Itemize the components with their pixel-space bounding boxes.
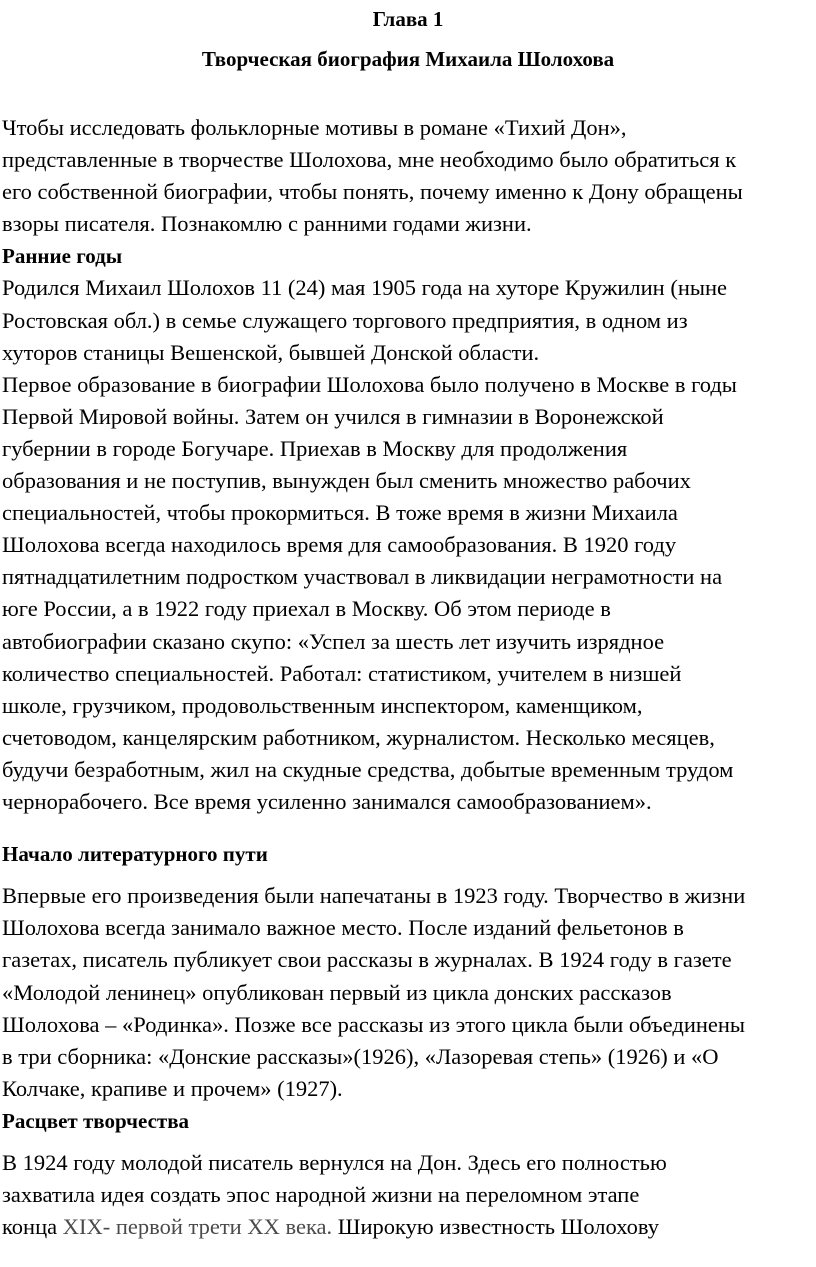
paragraph-line: хуторов станицы Вешенской, бывшей Донской области. xyxy=(2,340,540,365)
paragraph-line: школе, грузчиком, продовольственным инспектором, каменщиком, xyxy=(2,693,643,718)
paragraph-line: Ростовская обл.) в семье служащего торгового предприятия, в одном из xyxy=(2,308,688,333)
paragraph-line: в три сборника: «Донские рассказы»(1926), «Лазоревая степь» (1926) и «О xyxy=(2,1044,719,1069)
section-heading-flourishing: Расцвет творчества xyxy=(2,1109,190,1133)
paragraph-line: Шолохова всегда занимало важное место. После изданий фельетонов в xyxy=(2,915,684,940)
intro-line: Чтобы исследовать фольклорные мотивы в романе «Тихий Дон», xyxy=(2,115,627,140)
paragraph-line: будучи безработным, жил на скудные средства, добытые временным трудом xyxy=(2,757,734,782)
page-title: Творческая биография Михаила Шолохова xyxy=(201,47,615,71)
paragraph-line: автобиографии сказано скупо: «Успел за шесть лет изучить изрядное xyxy=(2,629,665,654)
paragraph-line: захватила идея создать эпос народной жизни на переломном этапе xyxy=(2,1182,640,1207)
intro-line: представленные в творчестве Шолохова, мне необходимо было обратиться к xyxy=(2,147,737,172)
highlighted-text-segment: XIX- первой трети XX века. xyxy=(62,1214,333,1239)
intro-line: его собственной биографии, чтобы понять, почему именно к Дону обращены xyxy=(2,179,743,204)
paragraph-line: Первое образование в биографии Шолохова было получено в Москве в годы xyxy=(2,372,737,397)
paragraph-line: чернорабочего. Все время усиленно занимался самообразованием». xyxy=(2,789,652,814)
paragraph-line: счетоводом, канцелярским работником, журналистом. Несколько месяцев, xyxy=(2,725,715,750)
chapter-heading: Глава 1 xyxy=(372,7,444,31)
intro-line: взоры писателя. Познакомлю с ранними годами жизни. xyxy=(2,211,532,236)
paragraph-line: Родился Михаил Шолохов 11 (24) мая 1905 года на хуторе Кружилин (ныне xyxy=(2,275,728,300)
paragraph-line: юге России, а в 1922 году приехал в Москву. Об этом периоде в xyxy=(2,596,611,621)
paragraph-line: пятнадцатилетним подростком участвовал в ликвидации неграмотности на xyxy=(2,564,723,589)
paragraph-line xyxy=(2,1212,659,1242)
paragraph-line: газетах, писатель публикует свои рассказы в журналах. В 1924 году в газете xyxy=(2,947,732,972)
paragraph-line: образования и не поступив, вынужден был сменить множество рабочих xyxy=(2,468,691,493)
paragraph-line: количество специальностей. Работал: статистиком, учителем в низшей xyxy=(2,661,682,686)
paragraph-line: Первой Мировой войны. Затем он учился в гимназии в Воронежской xyxy=(2,404,664,429)
paragraph-line: «Молодой ленинец» опубликован первый из цикла донских рассказов xyxy=(2,980,672,1005)
text-segment: конца xyxy=(2,1214,63,1239)
paragraph-line: специальностей, чтобы прокормиться. В тоже время в жизни Михаила xyxy=(2,500,678,525)
section-heading-literary-start: Начало литературного пути xyxy=(2,842,268,866)
paragraph-line: Впервые его произведения были напечатаны в 1923 году. Творчество в жизни xyxy=(2,883,746,908)
paragraph-line: В 1924 году молодой писатель вернулся на Дон. Здесь его полностью xyxy=(2,1150,667,1175)
paragraph-line: Шолохова – «Родинка». Позже все рассказы из этого цикла были объединены xyxy=(2,1012,746,1037)
paragraph-line: Колчаке, крапиве и прочем» (1927). xyxy=(2,1076,343,1101)
section-heading-early-years: Ранние годы xyxy=(2,244,123,268)
text-segment: Широкую известность Шолохову xyxy=(332,1214,659,1239)
paragraph-line: губернии в городе Богучаре. Приехав в Москву для продолжения xyxy=(2,436,628,461)
paragraph-line: Шолохова всегда находилось время для самообразования. В 1920 году xyxy=(2,532,677,557)
